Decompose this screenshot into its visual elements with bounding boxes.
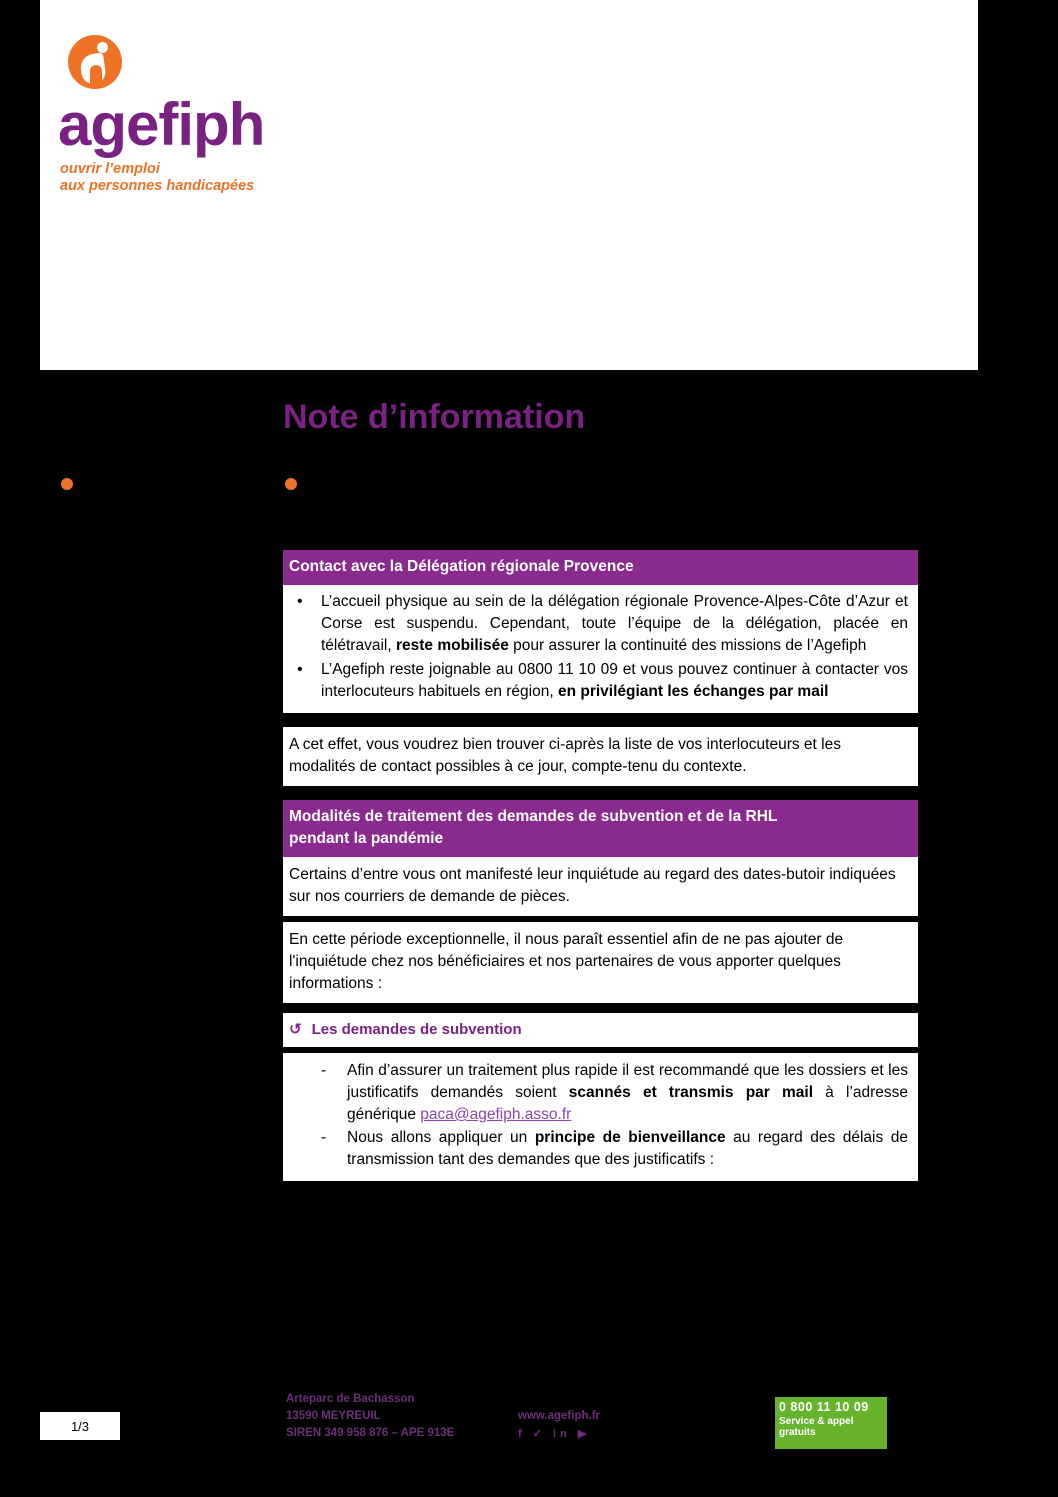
subsection-title: Les demandes de subvention [311, 1021, 522, 1038]
footer-address-line1: Arteparc de Bachasson [286, 1393, 415, 1405]
arrow-loop-icon: ↺ [289, 1021, 302, 1038]
header-band [40, 0, 978, 370]
phone-number: 0 800 11 10 09 [779, 1400, 869, 1414]
list-item: - Nous allons appliquer un principe de bienveillance au regard des délais de transmission tant des demandes que des justificatifs : [347, 1127, 908, 1171]
agefiph-logo [58, 35, 318, 195]
section-heading-modalites-line1: Modalités de traitement des demandes de subvention et de la RHL [289, 808, 778, 825]
paragraph-after-contact: A cet effet, vous voudrez bien trouver ci-après la liste de vos interlocuteurs et les modalités de contact possibles à ce jour, compte-tenu du contexte. [283, 727, 918, 786]
phone-note [775, 1414, 887, 1438]
paragraph-modalites-1: Certains d’entre vous ont manifesté leur inquiétude au regard des dates-butoir indiquées sur nos courriers de demande de pièces. [283, 857, 918, 916]
footer-address-line2: 13590 MEYREUIL [286, 1410, 381, 1422]
page-title: Note d’information [283, 398, 586, 436]
phone-note-line1: Service & appel [779, 1416, 854, 1427]
decorative-dot-left-icon [61, 478, 73, 490]
section-heading-contact: Contact avec la Délégation régionale Provence [283, 550, 918, 585]
agefiph-logo-mark-icon [68, 35, 122, 89]
decorative-dot-right-icon [285, 478, 297, 490]
logo-tagline-line1: ouvrir l’emploi [60, 161, 160, 177]
phone-note-line2: gratuits [779, 1427, 816, 1438]
phone-badge [775, 1397, 887, 1449]
logo-wordmark: agefiph [58, 91, 265, 158]
list-item: - Afin d’assurer un traitement plus rapide il est recommandé que les dossiers et les justificatifs demandés soient scannés et transmis par mail à l’adresse générique paca@agefiph.asso.fr [347, 1060, 908, 1126]
footer-address-line3: SIREN 349 958 876 – APE 913E [286, 1427, 455, 1439]
logo-tagline-line2: aux personnes handicapées [60, 178, 255, 194]
footer-website[interactable]: www.agefiph.fr [518, 1410, 600, 1422]
modalites-items-block [283, 1053, 918, 1181]
logo-tagline [60, 161, 318, 195]
footer-social-icons[interactable]: f ✓ in ▶ [518, 1428, 591, 1440]
section-heading-modalites-line2: pendant la pandémie [289, 830, 444, 847]
email-link[interactable]: paca@agefiph.asso.fr [420, 1106, 572, 1123]
list-item: • L’accueil physique au sein de la délégation régionale Provence-Alpes-Côte d’Azur et Corse est suspendu. Cependant, toute l’équipe de la délégation, placée en télétravail, reste mobilisée pour assurer la continuité des missions de l’Agefiph [321, 591, 908, 657]
page-number: 1/3 [40, 1412, 120, 1440]
list-item: • L’Agefiph reste joignable au 0800 11 10 09 et vous pouvez continuer à contacter vos interlocuteurs habituels en région, en privilégiant les échanges par mail [321, 659, 908, 703]
footer-address [286, 1391, 454, 1442]
document-content [283, 550, 918, 1181]
subsection-demandes-subvention [283, 1013, 918, 1047]
paragraph-modalites-2: En cette période exceptionnelle, il nous paraît essentiel afin de ne pas ajouter de l'inquiétude chez nos bénéficiaires et nos partenaires de vous apporter quelques informations : [283, 922, 918, 1003]
contact-bullets-block [283, 585, 918, 713]
section-heading-modalites [283, 800, 918, 857]
